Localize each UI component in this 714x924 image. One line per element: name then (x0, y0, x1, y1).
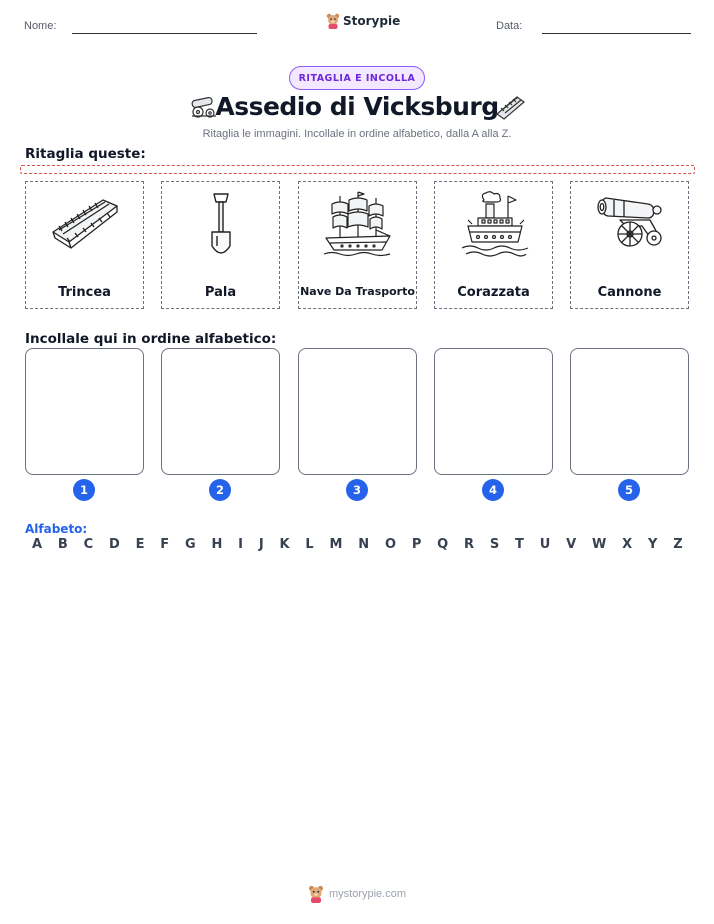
card-label: Trincea (58, 285, 111, 300)
cutout-card[interactable] (161, 181, 280, 309)
cutout-card[interactable] (434, 181, 553, 309)
alphabet-letter: H (211, 537, 223, 552)
date-label: Data: (496, 20, 523, 32)
alphabet-letter: A (32, 537, 43, 552)
alphabet-letter: Z (673, 537, 683, 552)
alphabet-letter: W (591, 537, 607, 552)
alphabet-letter: F (160, 537, 170, 552)
alphabet-letter: M (329, 537, 343, 552)
cutout-card[interactable] (25, 181, 144, 309)
cut-line (20, 165, 695, 174)
slot-number-badge: 1 (73, 479, 95, 501)
alphabet-letter: E (135, 537, 145, 552)
name-field-line[interactable] (72, 33, 257, 34)
trench-icon (45, 190, 125, 260)
alphabet-letter: N (358, 537, 370, 552)
slot-number-badge: 2 (209, 479, 231, 501)
alphabet-title: Alfabeto: (25, 522, 88, 536)
paste-slot[interactable] (298, 348, 417, 475)
alphabet-letter: V (566, 537, 577, 552)
slot-number-badge: 5 (618, 479, 640, 501)
brand-name: Storypie (343, 14, 401, 28)
card-label: Corazzata (457, 285, 530, 300)
paste-slot[interactable] (25, 348, 144, 475)
alphabet-letter: R (464, 537, 475, 552)
slot-number-badge: 3 (346, 479, 368, 501)
alphabet-letter: X (622, 537, 633, 552)
trench-title-icon (494, 94, 526, 120)
shovel-icon (181, 190, 261, 262)
alphabet-letter: O (384, 537, 396, 552)
alphabet-letter: B (57, 537, 68, 552)
paste-slot[interactable] (161, 348, 280, 475)
alphabet-letter: I (238, 537, 244, 552)
footer (0, 885, 714, 903)
alphabet-letter: Q (437, 537, 449, 552)
card-label: Pala (204, 285, 237, 300)
alphabet-letter: K (279, 537, 290, 552)
alphabet-letter: J (258, 537, 264, 552)
sailing-ship-icon (318, 190, 398, 262)
alphabet-letter: L (305, 537, 314, 552)
alphabet-letter: T (515, 537, 524, 552)
bear-mascot-icon (308, 885, 324, 903)
storypie-logo (326, 13, 400, 29)
alphabet-letter: C (83, 537, 94, 552)
bear-mascot-icon (326, 13, 340, 29)
slot-number-badge: 4 (482, 479, 504, 501)
date-field-line[interactable] (542, 33, 691, 34)
card-label: Nave Da Trasporto (300, 285, 415, 298)
alphabet-letter: U (539, 537, 551, 552)
cutout-card[interactable] (298, 181, 417, 309)
cut-section-title: Ritaglia queste: (25, 146, 146, 162)
alphabet-letter: G (184, 537, 196, 552)
footer-url: mystorypie.com (328, 888, 407, 900)
ironclad-ship-icon (454, 190, 534, 262)
paste-section-title: Incollale qui in ordine alfabetico: (25, 331, 277, 347)
alphabet-letter: D (108, 537, 120, 552)
alphabet-row (25, 537, 689, 552)
card-label: Cannone (597, 285, 662, 300)
page-title: Assedio di Vicksburg (215, 92, 499, 121)
activity-badge: RITAGLIA E INCOLLA (289, 66, 425, 90)
alphabet-letter: P (411, 537, 422, 552)
paste-slot[interactable] (434, 348, 553, 475)
alphabet-letter: S (489, 537, 500, 552)
cannon-icon (590, 190, 670, 254)
cutout-card[interactable] (570, 181, 689, 309)
name-label: Nome: (24, 20, 57, 32)
instructions: Ritaglia le immagini. Incollale in ordine alfabetico, dalla A alla Z. (202, 128, 512, 140)
alphabet-letter: Y (647, 537, 658, 552)
paste-slot[interactable] (570, 348, 689, 475)
